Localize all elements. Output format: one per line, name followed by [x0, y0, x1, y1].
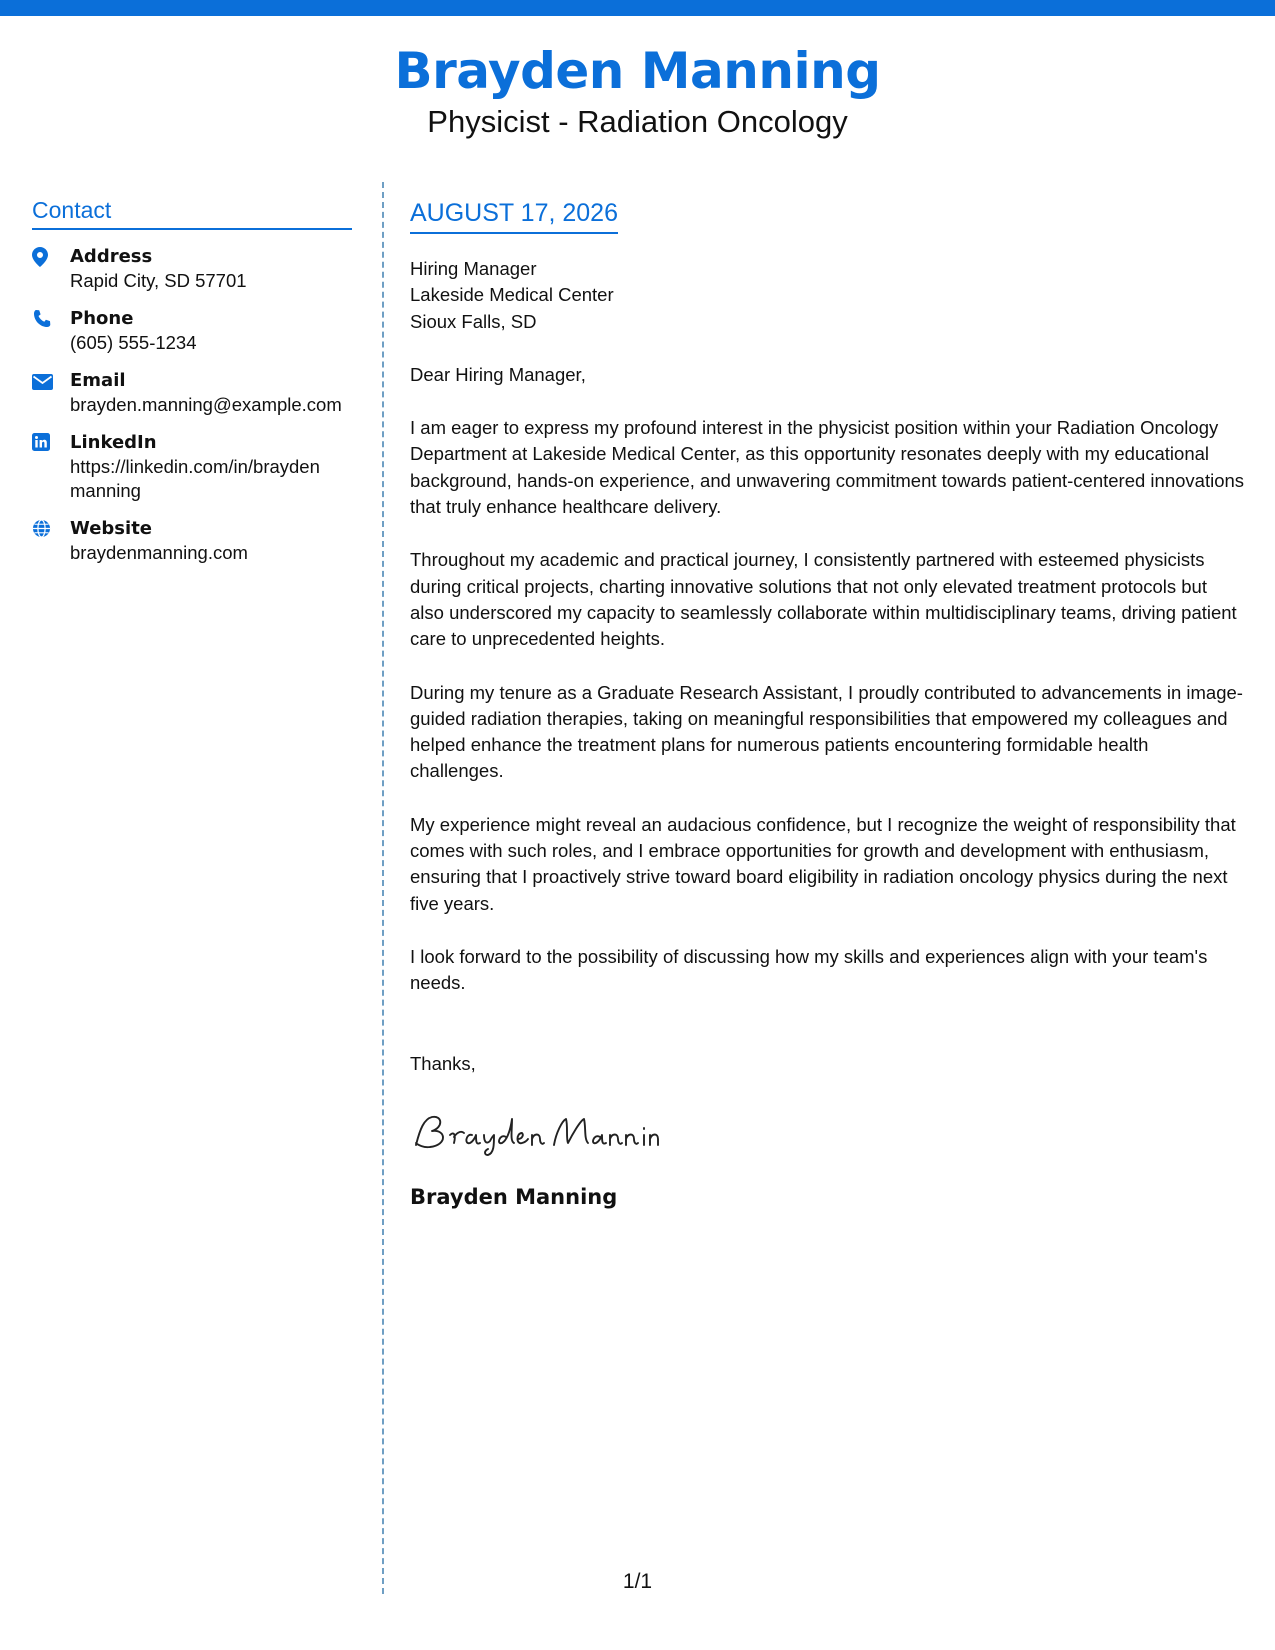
- contact-item-email: [32, 368, 352, 417]
- header: [0, 40, 1275, 142]
- contact-value-address: Rapid City, SD 57701: [70, 270, 247, 291]
- contact-heading: Contact: [32, 196, 352, 230]
- handwritten-signature: [410, 1105, 1245, 1159]
- linkedin-icon: [32, 430, 70, 503]
- contact-label-email: Email: [70, 370, 126, 391]
- contact-list: [32, 244, 352, 565]
- contact-value-phone: (605) 555-1234: [70, 332, 197, 353]
- job-title: Physicist - Radiation Oncology: [427, 104, 848, 139]
- contact-item-address: [32, 244, 352, 293]
- contact-label-address: Address: [70, 246, 153, 267]
- letter-paragraph: During my tenure as a Graduate Research Assistant, I proudly contributed to advancements in image-guided radiation therapies, taking on meaningful responsibilities that empowered my colleagues and helped enhance the treatment plans for numerous patients encountering formidable health challenges.: [410, 681, 1243, 782]
- signer-name: Brayden Manning: [410, 1184, 618, 1209]
- contact-value-email: brayden.manning@example.com: [70, 394, 342, 415]
- globe-icon: [32, 516, 70, 565]
- letter-paragraph: My experience might reveal an audacious confidence, but I recognize the weight of responsibility that comes with such roles, and I embrace opportunities for growth and development with enthusiasm, ensuring that I proactively strive toward board eligibility in radiation oncology physics during the next five years.: [410, 813, 1236, 914]
- recipient-block: [410, 256, 1245, 335]
- recipient-location: Sioux Falls, SD: [410, 310, 537, 332]
- envelope-icon: [32, 368, 70, 417]
- letter-paragraph: I am eager to express my profound interest in the physicist position within your Radiation Oncology Department at Lakeside Medical Center, as this opportunity resonates deeply with my educational background, hands-on experience, and unwavering commitment towards patient-centered innovations that truly enhance healthcare delivery.: [410, 417, 1245, 518]
- top-accent-bar: [0, 0, 1275, 16]
- contact-label-phone: Phone: [70, 308, 134, 329]
- contact-label-linkedin: LinkedIn: [70, 432, 157, 453]
- column-divider: [382, 182, 384, 1594]
- recipient-title: Hiring Manager: [410, 258, 537, 279]
- contact-item-website: [32, 516, 352, 565]
- contact-item-linkedin: [32, 430, 352, 503]
- letter-date: AUGUST 17, 2026: [410, 198, 618, 234]
- map-pin-icon: [32, 244, 70, 293]
- applicant-name: Brayden Manning: [394, 42, 881, 100]
- recipient-organization: Lakeside Medical Center: [410, 284, 614, 306]
- contact-value-linkedin: https://linkedin.com/in/brayden manning: [70, 456, 320, 501]
- contact-sidebar: [32, 196, 352, 578]
- letter-paragraph: I look forward to the possibility of discussing how my skills and experiences align with your team's needs.: [410, 945, 1208, 994]
- contact-label-website: Website: [70, 518, 153, 539]
- letter-paragraph: Throughout my academic and practical journey, I consistently partnered with esteemed physicists during critical projects, charting innovative solutions that not only elevated treatment protocols but also underscored my capacity to seamlessly collaborate within multidisciplinary teams, driving patient care to unprecedented heights.: [410, 549, 1237, 650]
- phone-icon: [32, 306, 70, 355]
- contact-value-website: braydenmanning.com: [70, 542, 248, 563]
- closing: Thanks,: [410, 1052, 476, 1074]
- contact-item-phone: [32, 306, 352, 355]
- letter-body: [410, 198, 1245, 1211]
- page-number: 1/1: [622, 1570, 653, 1593]
- salutation: Dear Hiring Manager,: [410, 363, 586, 385]
